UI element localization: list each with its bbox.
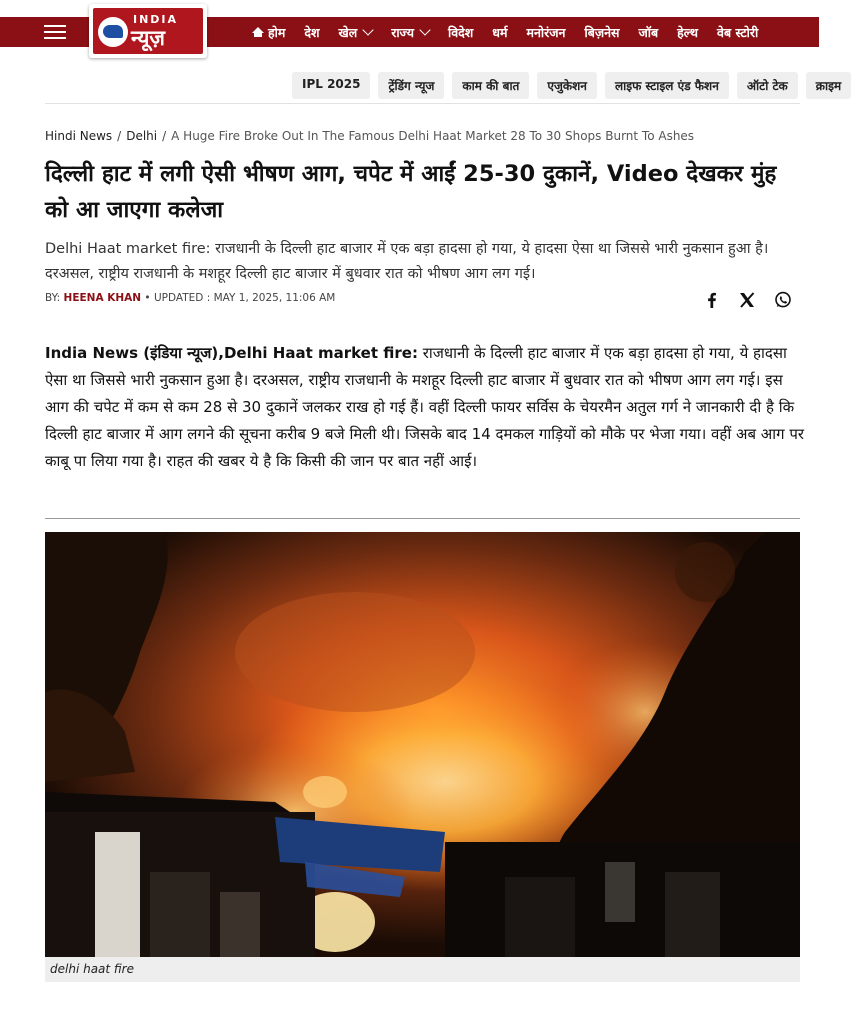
breadcrumb-current: A Huge Fire Broke Out In The Famous Delhi Haat Market 28 To 30 Shops Burnt To Ashes (171, 129, 695, 143)
nav-item-desh[interactable]: देश (304, 24, 320, 40)
pill-crime[interactable]: क्राइम (806, 72, 851, 99)
logo-emblem-icon (98, 17, 128, 47)
nav-item-job[interactable]: जॉब (638, 24, 659, 40)
image-caption-bar (45, 957, 800, 982)
x-icon[interactable] (737, 290, 757, 310)
article-body-text: राजधानी के दिल्ली हाट बाजार में एक बड़ा हादसा हो गया, ये हादसा ऐसा था जिससे भारी नुकसान हुआ है। दरअसल, राष्ट्रीय राजधानी के मशहूर दिल्ली हाट बाजार में बुधवार रात को भीषण आग लग गई। इस आग की चपेट में कम से कम 28 से 30 दुकानें जलकर राख हो गई हैं। वहीं दिल्ली फायर सर्विस के चेयरमैन अतुल गर्ग ने जानकारी दी है कि दिल्ली हाट बाजार में आग लगने की सूचना करीब 9 बजे मिली थी। जिसके बाद 14 दमकल गाड़ियों को मौके पर भेजा गया। वहीं अब आग पर काबू पा लिया गया है। राहत की खबर ये है कि किसी की जान पर बात नहीं आई। (45, 344, 805, 470)
chevron-down-icon (419, 24, 430, 35)
pill-kaam-ki-baat[interactable]: काम की बात (452, 72, 529, 99)
pill-education[interactable]: एजुकेशन (537, 72, 597, 99)
byline (45, 292, 335, 304)
nav-item-rajya[interactable]: राज्य (391, 24, 429, 41)
pill-ipl[interactable]: IPL 2025 (292, 72, 370, 99)
facebook-icon[interactable] (702, 290, 722, 310)
nav-item-dharm[interactable]: धर्म (492, 24, 508, 40)
nav-item-home[interactable]: होम (252, 24, 285, 41)
author-link[interactable]: HEENA KHAN (63, 292, 142, 304)
nav-item-khel[interactable]: खेल (339, 24, 373, 41)
whatsapp-icon[interactable] (773, 290, 793, 310)
pill-auto-tech[interactable]: ऑटो टेक (737, 72, 798, 99)
nav-item-web-story[interactable]: वेब स्टोरी (717, 24, 759, 40)
article-image[interactable] (45, 532, 800, 957)
fire-image (45, 532, 800, 957)
site-logo[interactable] (89, 4, 207, 58)
breadcrumb-hindi-news[interactable]: Hindi News (45, 129, 113, 143)
breadcrumb: Hindi News / Delhi / A Huge Fire Broke Out In The Famous Delhi Haat Market 28 To 30 Shops Burnt To Ashes (45, 129, 695, 143)
nav-item-business[interactable]: बिज़नेस (584, 24, 620, 40)
breadcrumb-delhi[interactable]: Delhi (126, 129, 158, 143)
topic-pills (292, 72, 851, 99)
menu-icon[interactable] (44, 25, 66, 39)
updated-time: • UPDATED : MAY 1, 2025, 11:06 AM (144, 292, 336, 304)
divider (45, 518, 800, 519)
main-nav (252, 17, 777, 47)
nav-item-health[interactable]: हेल्थ (677, 24, 699, 40)
pill-trending[interactable]: ट्रेंडिंग न्यूज (378, 72, 444, 99)
article-body (45, 340, 805, 475)
image-caption: delhi haat fire (50, 962, 134, 976)
nav-item-manoranjan[interactable]: मनोरंजन (526, 24, 566, 40)
by-label: BY: (45, 292, 61, 304)
chevron-down-icon (363, 24, 374, 35)
divider (45, 103, 800, 104)
article-summary: Delhi Haat market fire: राजधानी के दिल्ली हाट बाजार में एक बड़ा हादसा हो गया, ये हादसा ऐसा था जिससे भारी नुकसान हुआ है। दरअसल, राष्ट्रीय राजधानी के मशहूर दिल्ली हाट बाजार में बुधवार रात को भीषण आग लग गई। (45, 241, 769, 282)
article-lead: India News (इंडिया न्यूज),Delhi Haat market fire: (45, 344, 418, 362)
article-title: दिल्ली हाट में लगी ऐसी भीषण आग, चपेट में आईं 25-30 दुकानें, Video देखकर मुंह को आ जाएगा कलेजा (45, 161, 777, 223)
home-icon (252, 27, 264, 33)
logo-text-top: INDIA (133, 13, 179, 26)
top-header (0, 0, 819, 62)
logo-text-bottom: न्यूज़ (131, 26, 165, 50)
pill-lifestyle[interactable]: लाइफ स्टाइल एंड फैशन (605, 72, 729, 99)
nav-item-videsh[interactable]: विदेश (447, 24, 474, 40)
